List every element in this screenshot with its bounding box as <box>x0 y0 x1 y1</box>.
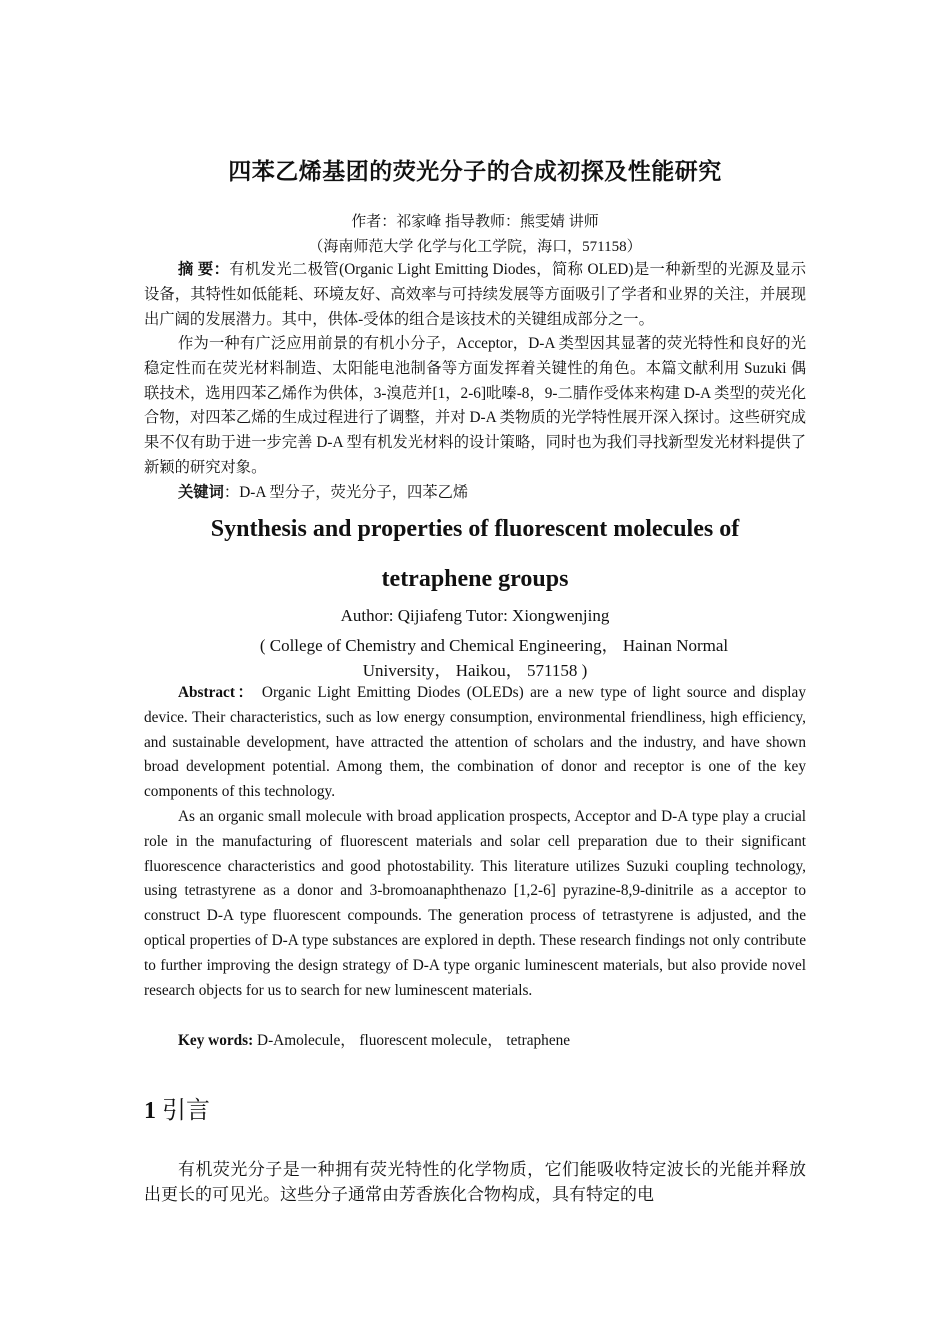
chinese-keywords-text: ：D-A 型分子，荧光分子，四苯乙烯 <box>223 484 469 501</box>
chinese-keywords <box>144 481 806 506</box>
section-1-title: 引言 <box>162 1096 210 1124</box>
english-affiliation-line-1: ( College of Chemistry and Chemical Engineering， Hainan Normal <box>259 636 729 655</box>
english-abstract-text-1: Organic Light Emitting Diodes (OLEDs) are a new type of light source and display device. Their characteristics, such as low energy consumption, environmental friendliness, high efficiency, and sustainable development, have attracted the attention of scholars and the industry, and have shown broad development potential. Among them, the combination of donor and receptor is one of the key components of this technology. <box>144 684 806 801</box>
english-keywords-label: Key words: <box>178 1032 254 1049</box>
section-1-heading <box>144 1090 210 1125</box>
english-affiliation-line-2: University， Haikou， 571158 ) <box>362 661 588 680</box>
chinese-abstract-paragraph-2: 作为一种有广泛应用前景的有机小分子，Acceptor，D-A 类型因其显著的荧光特性和良好的光稳定性而在荧光材料制造、太阳能电池制备等方面发挥着关键性的角色。本篇文献利用 Suzuki 偶联技术，选用四苯乙烯作为供体，3-溴苊并[1，2-6]吡嗪-8，9-二腈作受体来构建 D-A 类型的荧光化合物，对四苯乙烯的生成过程进行了调整，并对 D-A 类物质的光学特性展开深入探讨。这些研究成果不仅有助于进一步完善 D-A 型有机发光材料的设计策略，同时也为我们寻找新型发光材料提供了新颖的研究对象。 <box>144 335 806 476</box>
chinese-author-line: 作者：祁家峰 指导教师：熊雯婧 讲师 <box>351 214 599 230</box>
section-1-number: 1 <box>144 1098 162 1124</box>
chinese-affiliation: （海南师范大学 化学与化工学院，海口，571158） <box>308 239 642 255</box>
english-title-line-2: tetraphene groups <box>381 566 569 592</box>
chinese-title: 四苯乙烯基团的荧光分子的合成初探及性能研究 <box>228 159 722 185</box>
chinese-abstract-paragraph-1 <box>144 258 806 332</box>
english-abstract-paragraph-1 <box>144 681 806 805</box>
chinese-keywords-label: 关键词 <box>178 484 224 501</box>
english-author-line: Author: Qijiafeng Tutor: Xiongwenjing <box>340 606 610 625</box>
english-keywords-text: D-Amolecule， fluorescent molecule， tetraphene <box>253 1032 571 1049</box>
section-1-intro-paragraph: 有机荧光分子是一种拥有荧光特性的化学物质，它们能吸收特定波长的光能并释放出更长的可见光。这些分子通常由芳香族化合物构成，具有特定的电 <box>144 1160 806 1204</box>
chinese-abstract-label: 摘 要： <box>178 261 230 278</box>
english-keywords <box>144 1029 806 1054</box>
english-title-line-1: Synthesis and properties of fluorescent molecules of <box>210 516 740 542</box>
english-abstract-paragraph-2: As an organic small molecule with broad application prospects, Acceptor and D-A type play a crucial role in the manufacturing of fluorescent materials and solar cell preparation due to their significant fluorescence characteristics and good photostability. This literature utilizes Suzuki coupling technology, using tetrastyrene as a donor and 3-bromoanaphthenazo [1,2-6] pyrazine-8,9-dinitrile as a acceptor to construct D-A type fluorescent compounds. The generation process of tetrastyrene is adjusted, and the optical properties of D-A type substances are explored in depth. These research findings not only contribute to further improving the design strategy of D-A type organic luminescent materials, but also provide novel research objects for us to search for new luminescent materials. <box>144 808 806 999</box>
english-abstract-label: Abstract： <box>178 684 256 701</box>
chinese-abstract-text-1: 有机发光二极管(Organic Light Emitting Diodes，简称 OLED)是一种新型的光源及显示设备，其特性如低能耗、环境友好、高效率与可持续发展等方面吸引了学者和业界的关注，并展现出广阔的发展潜力。其中，供体-受体的组合是该技术的关键组成部分之一。 <box>144 261 807 328</box>
